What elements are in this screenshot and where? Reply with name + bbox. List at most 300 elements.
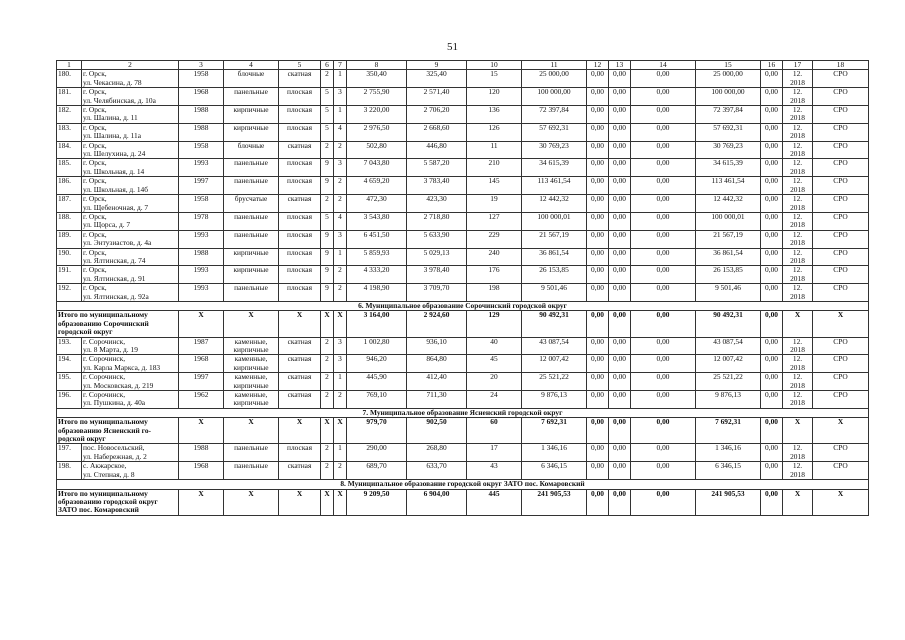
roof-type-cell: плоская (279, 106, 321, 124)
total-area-cell: 946,20 (347, 355, 407, 373)
total-x-cell: X (321, 418, 334, 444)
living-area-cell: 268,80 (407, 444, 467, 462)
living-area-cell: 446,80 (407, 141, 467, 159)
deadline-cell: 12. 2018 (783, 391, 813, 409)
zero-cell: 0,00 (609, 248, 631, 266)
method-cell: СРО (813, 373, 869, 391)
total-area-cell: 2 976,50 (347, 123, 407, 141)
total-cost-sum-cell: 241 905,53 (696, 489, 761, 515)
header-cell: 11 (522, 61, 587, 70)
total-x-cell: X (813, 418, 869, 444)
residents-cell: 20 (467, 373, 522, 391)
zero-cell: 0,00 (609, 355, 631, 373)
cost-total-cell: 6 346,15 (696, 462, 761, 480)
living-area-cell: 412,40 (407, 373, 467, 391)
zero-cell: 0,00 (631, 444, 696, 462)
wall-material-cell: блочные (224, 70, 279, 88)
floors-cell: 2 (321, 444, 334, 462)
residents-cell: 240 (467, 248, 522, 266)
total-row (57, 489, 869, 515)
living-area-cell: 3 783,40 (407, 177, 467, 195)
section-title: 8. Муниципальное образование городской округ ЗАТО пос. Комаровский (57, 480, 869, 489)
zero-cell: 0,00 (609, 177, 631, 195)
row-number: 189. (57, 230, 82, 248)
method-cell: СРО (813, 123, 869, 141)
roof-type-cell: плоская (279, 284, 321, 302)
deadline-cell: 12. 2018 (783, 177, 813, 195)
cost-cell: 1 346,16 (522, 444, 587, 462)
zero-cell: 0,00 (609, 70, 631, 88)
year-cell: 1958 (179, 195, 224, 213)
zero-cell: 0,00 (587, 195, 609, 213)
cost-cell: 43 087,54 (522, 337, 587, 355)
floors-cell: 2 (321, 195, 334, 213)
address-cell: г. Орск, ул. Шалина, д. 11 (82, 106, 179, 124)
zero-cell: 0,00 (761, 355, 783, 373)
residents-cell: 19 (467, 195, 522, 213)
address-cell: г. Орск, ул. Щорса, д. 7 (82, 212, 179, 230)
cost-total-cell: 36 861,54 (696, 248, 761, 266)
cost-cell: 26 153,85 (522, 266, 587, 284)
row-number: 192. (57, 284, 82, 302)
zero-cell: 0,00 (609, 141, 631, 159)
cost-total-cell: 43 087,54 (696, 337, 761, 355)
cost-total-cell: 30 769,23 (696, 141, 761, 159)
year-cell: 1993 (179, 230, 224, 248)
row-number: 198. (57, 462, 82, 480)
row-number: 181. (57, 88, 82, 106)
row-number: 187. (57, 195, 82, 213)
total-x-cell: X (179, 311, 224, 337)
total-zero-cell: 0,00 (609, 418, 631, 444)
entrances-cell: 3 (334, 88, 347, 106)
living-area-cell: 2 571,40 (407, 88, 467, 106)
address-cell: г. Орск, ул. Школьная, д. 14 (82, 159, 179, 177)
zero-cell: 0,00 (587, 266, 609, 284)
zero-cell: 0,00 (761, 177, 783, 195)
cost-total-cell: 26 153,85 (696, 266, 761, 284)
cost-total-cell: 1 346,16 (696, 444, 761, 462)
header-cell: 14 (631, 61, 696, 70)
total-living-area-cell: 6 904,00 (407, 489, 467, 515)
cost-cell: 100 000,01 (522, 212, 587, 230)
address-cell: г. Орск, ул. Шалина, д. 11а (82, 123, 179, 141)
table-row (57, 88, 869, 106)
cost-total-cell: 100 000,01 (696, 212, 761, 230)
roof-type-cell: скатная (279, 355, 321, 373)
address-cell: г. Орск, ул. Ялтинская, д. 74 (82, 248, 179, 266)
year-cell: 1988 (179, 123, 224, 141)
address-cell: г. Орск, ул. Шелухина, д. 24 (82, 141, 179, 159)
table-row (57, 195, 869, 213)
zero-cell: 0,00 (761, 248, 783, 266)
table-row (57, 444, 869, 462)
total-area-cell: 689,70 (347, 462, 407, 480)
row-number: 193. (57, 337, 82, 355)
total-area-cell: 2 755,90 (347, 88, 407, 106)
zero-cell: 0,00 (609, 212, 631, 230)
total-zero-cell: 0,00 (761, 311, 783, 337)
method-cell: СРО (813, 230, 869, 248)
zero-cell: 0,00 (761, 141, 783, 159)
address-cell: с. Акжарское, ул. Степная, д. 8 (82, 462, 179, 480)
total-x-cell: X (179, 418, 224, 444)
entrances-cell: 3 (334, 355, 347, 373)
cost-total-cell: 113 461,54 (696, 177, 761, 195)
wall-material-cell: панельные (224, 284, 279, 302)
total-zero-cell: 0,00 (587, 418, 609, 444)
floors-cell: 5 (321, 212, 334, 230)
floors-cell: 2 (321, 355, 334, 373)
wall-material-cell: кирпичные (224, 123, 279, 141)
residents-cell: 136 (467, 106, 522, 124)
total-zero-cell: 0,00 (631, 311, 696, 337)
header-cell: 8 (347, 61, 407, 70)
roof-type-cell: скатная (279, 195, 321, 213)
method-cell: СРО (813, 355, 869, 373)
zero-cell: 0,00 (631, 337, 696, 355)
total-label: Итого по муниципальному образованию Ясненский го- родской округ (57, 418, 179, 444)
wall-material-cell: панельные (224, 88, 279, 106)
roof-type-cell: скатная (279, 391, 321, 409)
floors-cell: 2 (321, 70, 334, 88)
total-x-cell: X (783, 489, 813, 515)
total-label: Итого по муниципальному образованию городской округ ЗАТО пос. Комаровский (57, 489, 179, 515)
header-cell: 10 (467, 61, 522, 70)
entrances-cell: 3 (334, 337, 347, 355)
year-cell: 1958 (179, 141, 224, 159)
total-x-cell: X (224, 489, 279, 515)
floors-cell: 2 (321, 373, 334, 391)
total-area-cell: 445,90 (347, 373, 407, 391)
total-cost-cell: 241 905,53 (522, 489, 587, 515)
total-area-cell: 290,00 (347, 444, 407, 462)
cost-total-cell: 9 501,46 (696, 284, 761, 302)
total-zero-cell: 0,00 (587, 311, 609, 337)
zero-cell: 0,00 (587, 212, 609, 230)
row-number: 183. (57, 123, 82, 141)
zero-cell: 0,00 (631, 391, 696, 409)
roof-type-cell: плоская (279, 444, 321, 462)
entrances-cell: 2 (334, 141, 347, 159)
section-title: 7. Муниципальное образование Ясненский городской округ (57, 408, 869, 417)
address-cell: г. Орск, ул. Школьная, д. 14б (82, 177, 179, 195)
year-cell: 1993 (179, 159, 224, 177)
header-cell: 15 (696, 61, 761, 70)
address-cell: г. Сорочинск, ул. Пушкина, д. 40а (82, 391, 179, 409)
roof-type-cell: плоская (279, 159, 321, 177)
cost-cell: 12 007,42 (522, 355, 587, 373)
zero-cell: 0,00 (761, 337, 783, 355)
row-number: 190. (57, 248, 82, 266)
zero-cell: 0,00 (609, 462, 631, 480)
total-living-area-cell: 902,50 (407, 418, 467, 444)
total-x-cell: X (783, 418, 813, 444)
living-area-cell: 423,30 (407, 195, 467, 213)
section-header-row (57, 301, 869, 310)
living-area-cell: 3 978,40 (407, 266, 467, 284)
total-living-area-cell: 2 924,60 (407, 311, 467, 337)
total-x-cell: X (783, 311, 813, 337)
method-cell: СРО (813, 337, 869, 355)
row-number: 191. (57, 266, 82, 284)
table-row (57, 230, 869, 248)
wall-material-cell: кирпичные (224, 248, 279, 266)
address-cell: г. Сорочинск, ул. Карла Маркса, д. 183 (82, 355, 179, 373)
total-row (57, 311, 869, 337)
row-number: 186. (57, 177, 82, 195)
cost-total-cell: 25 000,00 (696, 70, 761, 88)
total-area-cell: 350,40 (347, 70, 407, 88)
cost-total-cell: 57 692,31 (696, 123, 761, 141)
zero-cell: 0,00 (761, 159, 783, 177)
entrances-cell: 2 (334, 177, 347, 195)
wall-material-cell: брусчатые (224, 195, 279, 213)
entrances-cell: 3 (334, 230, 347, 248)
living-area-cell: 711,30 (407, 391, 467, 409)
residents-cell: 145 (467, 177, 522, 195)
floors-cell: 9 (321, 177, 334, 195)
table-row (57, 462, 869, 480)
header-cell: 5 (279, 61, 321, 70)
residents-cell: 176 (467, 266, 522, 284)
zero-cell: 0,00 (761, 284, 783, 302)
cost-cell: 9 876,13 (522, 391, 587, 409)
total-cost-cell: 7 692,31 (522, 418, 587, 444)
zero-cell: 0,00 (631, 141, 696, 159)
zero-cell: 0,00 (587, 462, 609, 480)
floors-cell: 5 (321, 106, 334, 124)
roof-type-cell: плоская (279, 230, 321, 248)
cost-cell: 57 692,31 (522, 123, 587, 141)
header-cell: 6 (321, 61, 334, 70)
row-number: 184. (57, 141, 82, 159)
deadline-cell: 12. 2018 (783, 88, 813, 106)
total-area-cell: 3 543,80 (347, 212, 407, 230)
zero-cell: 0,00 (631, 230, 696, 248)
living-area-cell: 5 587,20 (407, 159, 467, 177)
table-row (57, 248, 869, 266)
address-cell: г. Орск, ул. Энтузиастов, д. 4а (82, 230, 179, 248)
zero-cell: 0,00 (761, 212, 783, 230)
table-row (57, 212, 869, 230)
roof-type-cell: скатная (279, 462, 321, 480)
zero-cell: 0,00 (631, 212, 696, 230)
zero-cell: 0,00 (609, 373, 631, 391)
floors-cell: 2 (321, 337, 334, 355)
total-zero-cell: 0,00 (631, 418, 696, 444)
living-area-cell: 936,10 (407, 337, 467, 355)
header-cell: 12 (587, 61, 609, 70)
residents-cell: 40 (467, 337, 522, 355)
cost-cell: 9 501,46 (522, 284, 587, 302)
total-area-cell: 6 451,50 (347, 230, 407, 248)
section-title: 6. Муниципальное образование Сорочинский городской округ (57, 301, 869, 310)
zero-cell: 0,00 (587, 159, 609, 177)
method-cell: СРО (813, 391, 869, 409)
cost-cell: 21 567,19 (522, 230, 587, 248)
header-cell: 4 (224, 61, 279, 70)
year-cell: 1978 (179, 212, 224, 230)
zero-cell: 0,00 (631, 106, 696, 124)
wall-material-cell: кирпичные (224, 106, 279, 124)
total-zero-cell: 0,00 (609, 311, 631, 337)
residents-cell: 229 (467, 230, 522, 248)
total-area-cell: 9 209,50 (347, 489, 407, 515)
total-area-cell: 5 859,93 (347, 248, 407, 266)
deadline-cell: 12. 2018 (783, 266, 813, 284)
year-cell: 1997 (179, 373, 224, 391)
method-cell: СРО (813, 444, 869, 462)
zero-cell: 0,00 (587, 106, 609, 124)
wall-material-cell: каменные, кирпичные (224, 373, 279, 391)
method-cell: СРО (813, 248, 869, 266)
cost-cell: 12 442,32 (522, 195, 587, 213)
zero-cell: 0,00 (631, 355, 696, 373)
total-cost-cell: 90 492,31 (522, 311, 587, 337)
residents-cell: 126 (467, 123, 522, 141)
address-cell: г. Орск, ул. Ялтинская, д. 91 (82, 266, 179, 284)
cost-cell: 30 769,23 (522, 141, 587, 159)
residents-cell: 210 (467, 159, 522, 177)
zero-cell: 0,00 (631, 70, 696, 88)
zero-cell: 0,00 (587, 177, 609, 195)
entrances-cell: 1 (334, 106, 347, 124)
cost-total-cell: 12 007,42 (696, 355, 761, 373)
deadline-cell: 12. 2018 (783, 337, 813, 355)
total-residents-cell: 60 (467, 418, 522, 444)
address-cell: г. Орск, ул. Щебеночная, д. 7 (82, 195, 179, 213)
zero-cell: 0,00 (609, 284, 631, 302)
header-cell: 9 (407, 61, 467, 70)
zero-cell: 0,00 (761, 195, 783, 213)
zero-cell: 0,00 (631, 462, 696, 480)
total-x-cell: X (334, 489, 347, 515)
living-area-cell: 633,70 (407, 462, 467, 480)
row-number: 188. (57, 212, 82, 230)
header-cell: 16 (761, 61, 783, 70)
header-cell: 2 (82, 61, 179, 70)
floors-cell: 2 (321, 462, 334, 480)
zero-cell: 0,00 (761, 106, 783, 124)
living-area-cell: 2 718,80 (407, 212, 467, 230)
address-cell: г. Орск, ул. Ялтинская, д. 92а (82, 284, 179, 302)
zero-cell: 0,00 (609, 391, 631, 409)
zero-cell: 0,00 (587, 373, 609, 391)
zero-cell: 0,00 (587, 141, 609, 159)
total-area-cell: 1 002,80 (347, 337, 407, 355)
page-number: 51 (447, 41, 458, 53)
year-cell: 1968 (179, 462, 224, 480)
cost-cell: 25 521,22 (522, 373, 587, 391)
header-cell: 7 (334, 61, 347, 70)
total-zero-cell: 0,00 (587, 489, 609, 515)
zero-cell: 0,00 (609, 230, 631, 248)
wall-material-cell: панельные (224, 177, 279, 195)
method-cell: СРО (813, 159, 869, 177)
deadline-cell: 12. 2018 (783, 106, 813, 124)
roof-type-cell: скатная (279, 337, 321, 355)
roof-type-cell: скатная (279, 70, 321, 88)
cost-cell: 34 615,39 (522, 159, 587, 177)
entrances-cell: 2 (334, 266, 347, 284)
year-cell: 1988 (179, 248, 224, 266)
entrances-cell: 2 (334, 284, 347, 302)
total-x-cell: X (334, 418, 347, 444)
total-residents-cell: 129 (467, 311, 522, 337)
zero-cell: 0,00 (609, 106, 631, 124)
cost-total-cell: 34 615,39 (696, 159, 761, 177)
roof-type-cell: скатная (279, 373, 321, 391)
wall-material-cell: панельные (224, 159, 279, 177)
table-row (57, 141, 869, 159)
address-cell: г. Орск, ул. Челябинская, д. 10а (82, 88, 179, 106)
zero-cell: 0,00 (587, 123, 609, 141)
cost-total-cell: 25 521,22 (696, 373, 761, 391)
cost-total-cell: 9 876,13 (696, 391, 761, 409)
wall-material-cell: панельные (224, 462, 279, 480)
cost-total-cell: 72 397,84 (696, 106, 761, 124)
zero-cell: 0,00 (761, 70, 783, 88)
residents-cell: 127 (467, 212, 522, 230)
total-x-cell: X (334, 311, 347, 337)
year-cell: 1988 (179, 444, 224, 462)
address-cell: г. Сорочинск, ул. Московская, д. 219 (82, 373, 179, 391)
cost-total-cell: 12 442,32 (696, 195, 761, 213)
entrances-cell: 2 (334, 391, 347, 409)
entrances-cell: 2 (334, 462, 347, 480)
table-row (57, 337, 869, 355)
total-area-cell: 3 220,00 (347, 106, 407, 124)
wall-material-cell: каменные, кирпичные (224, 355, 279, 373)
living-area-cell: 2 706,20 (407, 106, 467, 124)
total-area-cell: 4 198,90 (347, 284, 407, 302)
method-cell: СРО (813, 88, 869, 106)
total-cost-sum-cell: 7 692,31 (696, 418, 761, 444)
zero-cell: 0,00 (587, 355, 609, 373)
roof-type-cell: плоская (279, 88, 321, 106)
zero-cell: 0,00 (631, 195, 696, 213)
living-area-cell: 3 709,70 (407, 284, 467, 302)
floors-cell: 5 (321, 88, 334, 106)
total-area-cell: 769,10 (347, 391, 407, 409)
address-cell: г. Сорочинск, ул. 8 Марта, д. 19 (82, 337, 179, 355)
residents-cell: 120 (467, 88, 522, 106)
deadline-cell: 12. 2018 (783, 444, 813, 462)
cost-total-cell: 21 567,19 (696, 230, 761, 248)
row-number: 197. (57, 444, 82, 462)
zero-cell: 0,00 (631, 266, 696, 284)
wall-material-cell: блочные (224, 141, 279, 159)
deadline-cell: 12. 2018 (783, 195, 813, 213)
table-row (57, 373, 869, 391)
zero-cell: 0,00 (609, 337, 631, 355)
total-x-cell: X (224, 311, 279, 337)
total-row (57, 418, 869, 444)
method-cell: СРО (813, 266, 869, 284)
entrances-cell: 4 (334, 123, 347, 141)
zero-cell: 0,00 (587, 230, 609, 248)
roof-type-cell: плоская (279, 248, 321, 266)
total-x-cell: X (279, 489, 321, 515)
residents-cell: 17 (467, 444, 522, 462)
floors-cell: 5 (321, 123, 334, 141)
cost-cell: 6 346,15 (522, 462, 587, 480)
zero-cell: 0,00 (587, 337, 609, 355)
deadline-cell: 12. 2018 (783, 373, 813, 391)
living-area-cell: 325,40 (407, 70, 467, 88)
header-cell: 13 (609, 61, 631, 70)
